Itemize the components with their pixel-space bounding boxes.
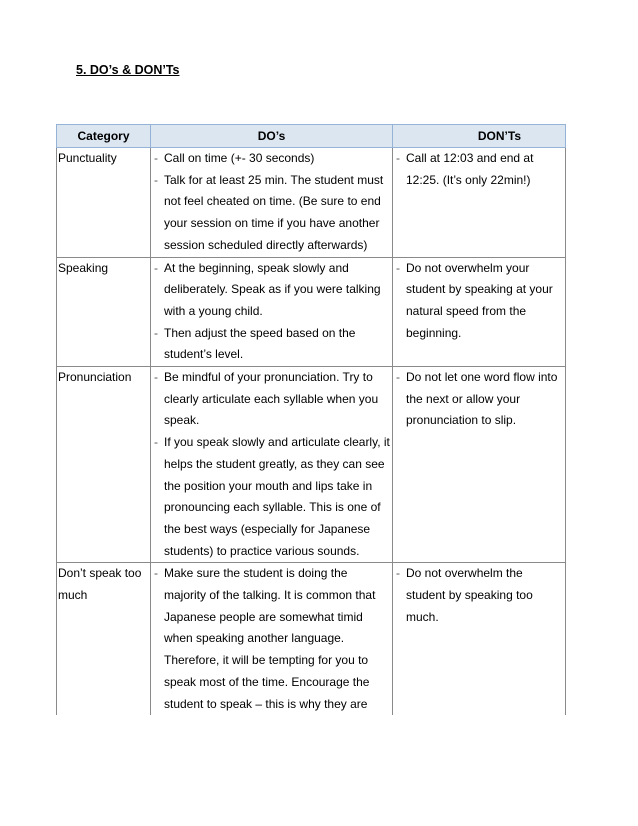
do-item (151, 367, 392, 432)
dash-bullet: - (154, 370, 158, 385)
row-category: Speaking (57, 257, 151, 367)
row-donts-cell (393, 257, 566, 367)
dos-donts-table (56, 124, 566, 715)
dont-item-text: Call at 12:03 and end at 12:25. (It’s only 22min!) (406, 151, 534, 187)
dont-item (393, 258, 565, 345)
do-item-text: If you speak slowly and articulate clearly, it helps the student greatly, as they can see the position your mouth and lips take in pronouncing each syllable. This is one of the best ways (especially for Japanese students) to practice various sounds. (164, 435, 390, 558)
row-dos-cell (151, 148, 393, 258)
row-donts-cell (393, 148, 566, 258)
dash-bullet: - (154, 325, 158, 340)
table-row (57, 563, 566, 715)
table-row (57, 148, 566, 258)
dash-bullet: - (154, 566, 158, 581)
row-dos-cell (151, 563, 393, 715)
header-dos: DO’s (151, 125, 393, 148)
row-donts-cell (393, 563, 566, 715)
do-item-text: Then adjust the speed based on the student’s level. (164, 325, 356, 362)
table-row (57, 257, 566, 367)
dont-item-text: Do not overwhelm the student by speaking too much. (406, 566, 533, 624)
do-item-text: Make sure the student is doing the majority of the talking. It is common that Japanese people are somewhat timid when speaking another language. Therefore, it will be tempting for you to speak most of the time. Encourage the student to speak – this is why they are (164, 566, 376, 711)
row-dos-cell (151, 257, 393, 367)
dash-bullet: - (154, 260, 158, 275)
dont-item (393, 563, 565, 628)
do-item (151, 258, 392, 323)
row-donts-cell (393, 367, 566, 563)
dont-item (393, 367, 565, 432)
dash-bullet: - (154, 151, 158, 165)
dash-bullet: - (396, 260, 400, 275)
row-category: Don’t speak too much (57, 563, 151, 715)
do-item (151, 170, 392, 257)
row-category: Punctuality (57, 148, 151, 258)
do-item-text: At the beginning, speak slowly and deliberately. Speak as if you were talking with a young child. (164, 260, 381, 318)
dash-bullet: - (396, 151, 400, 165)
do-item (151, 563, 392, 715)
dont-item (393, 148, 565, 191)
do-item (151, 148, 392, 170)
row-category: Pronunciation (57, 367, 151, 563)
do-item-text: Call on time (+- 30 seconds) (164, 151, 315, 165)
row-dos-cell (151, 367, 393, 563)
do-item (151, 432, 392, 562)
do-item (151, 323, 392, 366)
section-title: 5. DO’s & DON’Ts (76, 63, 180, 77)
dash-bullet: - (154, 172, 158, 187)
dash-bullet: - (154, 435, 158, 450)
do-item-text: Be mindful of your pronunciation. Try to clearly articulate each syllable when you speak. (164, 370, 379, 428)
do-item-text: Talk for at least 25 min. The student must not feel cheated on time. (Be sure to end your session on time if you have another session scheduled directly afterwards) (164, 172, 384, 252)
dash-bullet: - (396, 370, 400, 385)
table-row (57, 367, 566, 563)
header-donts: DON’Ts (393, 125, 566, 148)
header-category: Category (57, 125, 151, 148)
table-header-row (57, 125, 566, 148)
dont-item-text: Do not overwhelm your student by speaking at your natural speed from the beginning. (406, 260, 553, 340)
dash-bullet: - (396, 566, 400, 581)
dont-item-text: Do not let one word flow into the next or allow your pronunciation to slip. (406, 370, 558, 428)
